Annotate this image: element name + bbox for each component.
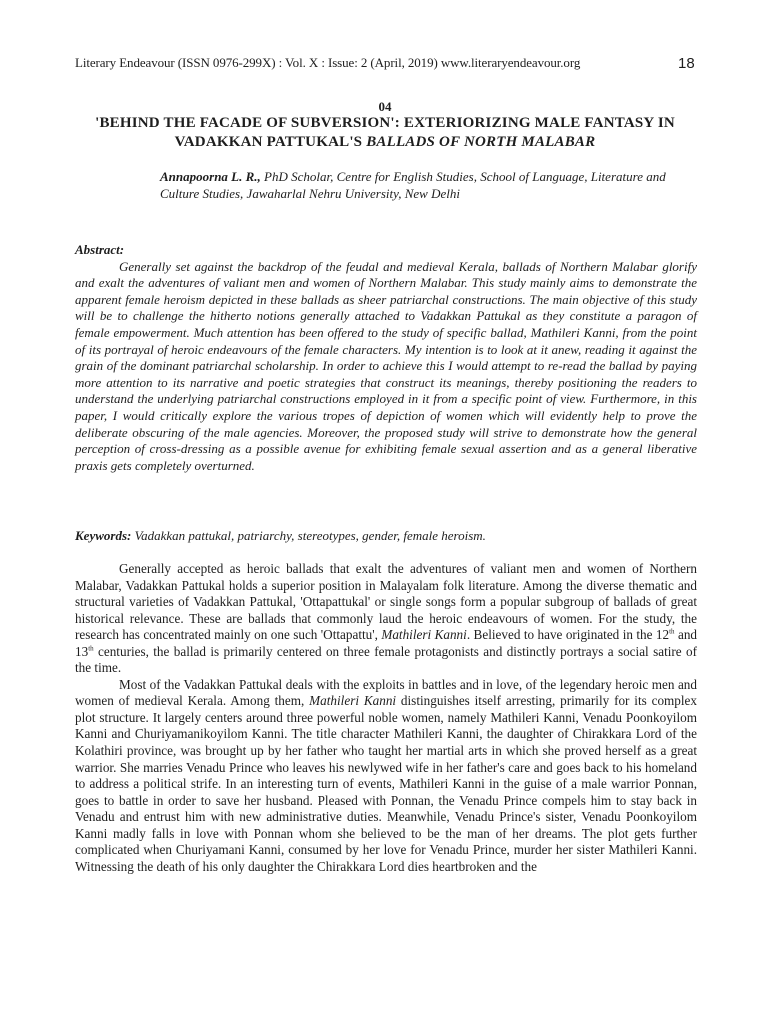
title-line-1: 'BEHIND THE FACADE OF SUBVERSION': EXTERIORIZING MALE FANTASY IN: [95, 115, 675, 131]
keywords-text: Vadakkan pattukal, patriarchy, stereotypes, gender, female heroism.: [131, 528, 486, 543]
author-name: Annapoorna L. R.,: [160, 169, 261, 184]
author-affiliation: PhD Scholar, Centre for English Studies, School of Language, Literature and Culture Studies, Jawaharlal Nehru University, New Delhi: [160, 169, 666, 201]
title-block: [75, 99, 695, 152]
ballad-title-italic: Mathileri Kanni: [309, 693, 397, 709]
body-paragraph-1: [75, 561, 697, 677]
article-number: 04: [378, 99, 392, 114]
page-number: 18: [678, 55, 695, 72]
superscript: th: [88, 644, 94, 653]
ballad-title-italic: Mathileri Kanni: [381, 627, 467, 643]
body-text-run: Most of the Vadakkan Pattukal deals with the exploits in battles and in love, of the legendary heroic men and women of medieval Kerala. Among them,: [75, 676, 697, 709]
body-text-run: centuries, the ballad is primarily centered on three female protagonists and distinctly portrays a social satire of the time.: [75, 643, 697, 676]
author-byline: [160, 168, 680, 202]
body-text-run: Generally accepted as heroic ballads that exalt the adventures of valiant men and women of Northern Malabar, Vadakkan Pattukal holds a superior position in Malayalam folk literature. Among the diverse thematic and structural varieties of Vadakkan Pattukal, 'Ottapattukal' or single songs form a popular subgroup of ballads of great historical relevance. These are ballads that commonly laud the heroic endeavours of women. For the study, the research has concentrated mainly on one such 'Ottapattu',: [75, 561, 697, 643]
keywords-label: Keywords:: [75, 528, 132, 543]
abstract-heading: Abstract:: [75, 242, 125, 257]
running-head: Literary Endeavour (ISSN 0976-299X) : Vol. X : Issue: 2 (April, 2019) www.literaryendeavour.org: [75, 55, 581, 70]
title-line-2: VADAKKAN PATTUKAL'S: [174, 134, 367, 150]
body-text-run: . Believed to have originated in the 12: [466, 627, 670, 643]
body-text-run: distinguishes itself arresting, primarily for its complex plot structure. It largely centers around three powerful noble women, namely Mathileri Kanni, Venadu Poonkoyilom Kanni and Churiyamanikoyilom Kanni. The title character Mathileri Kanni, the daughter of Chirakkara Lord of the Kolathiri province, was brought up by her father who taught her martial arts in which she proved herself as a great warrior. She marries Venadu Prince who leaves his newlywed wife in her father's care and goes back to his homeland to address a political strife. In an interesting turn of events, Mathileri Kanni in the guise of a male warrior Ponnan, goes to battle in order to save her husband. Pleased with Ponnan, the Venadu Prince compels him to stay back in Venadu and entrust him with new administrative duties. Meanwhile, Venadu Prince's sister, Venadu Poonkoyilom Kanni madly falls in love with Ponnan whom she believed to be the man of her dreams. The plot gets further complicated when Churiyamani Kanni, consumed by her love for Venadu Prince, murder her sister Mathileri Kanni. Witnessing the death of his only daughter the Chirakkara Lord dies heartbroken and the: [75, 693, 698, 874]
body-paragraph-2: [75, 677, 697, 876]
title-line-2-italic: BALLADS OF NORTH MALABAR: [366, 134, 596, 150]
superscript: th: [669, 627, 675, 636]
article-title: [75, 114, 695, 152]
abstract-section: [75, 242, 697, 474]
keywords-line: [75, 528, 697, 544]
abstract-text: Generally set against the backdrop of the feudal and medieval Kerala, ballads of Northern Malabar glorify and exalt the adventures of valiant men and women of Northern Malabar. This study mainly aims to demonstrate the apparent female heroism depicted in these ballads as sheer patriarchal constructions. The main objective of this study will be to challenge the hitherto notions generally attached to Vadakkan Pattukal as they constitute a paragon of female empowerment. Much attention has been offered to the study of specific ballad, Mathileri Kanni, from the point of its portrayal of heroic endeavours of the female characters. My intention is to look at it anew, reading it against the grain of the dominant patriarchal scholarship. In order to achieve this I would attempt to re-read the ballad by paying more attention to its narrative and poetic strategies that construct its meanings, thereby positioning the readers to understand the underlying patriarchal constructions employed in it from a specific point of view. Furthermore, in this paper, I would critically explore the various tropes of depiction of women which will evidently help to prove the deliberate obscuring of the male agencies. Moreover, the proposed study will strive to demonstrate how the general perception of cross-dressing as a possible avenue for exhibiting female sexual assertion and as a general liberative praxis gets completely overturned.: [75, 258, 697, 473]
body-text: [75, 561, 697, 875]
body-text-run: and 13: [75, 627, 698, 659]
